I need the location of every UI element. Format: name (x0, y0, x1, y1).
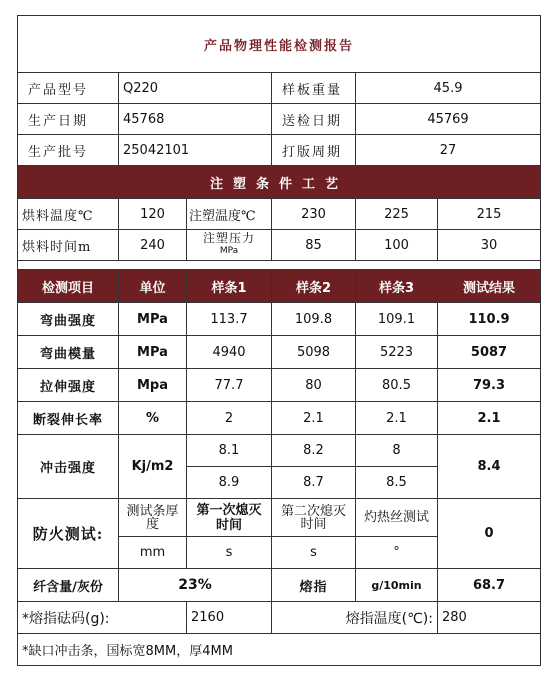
injection-pressure-unit: MPa (219, 246, 239, 256)
report-table (17, 15, 541, 666)
injection-temp-label: 注塑温度℃ (187, 199, 272, 230)
product-model-value: Q220 (119, 73, 272, 104)
flexural-modulus-unit: MPa (119, 336, 187, 369)
tensile-strength-s1: 77.7 (187, 369, 272, 402)
melt-temp-label: 熔指温度(℃): (272, 602, 438, 634)
flexural-strength-s3: 109.1 (356, 303, 438, 336)
injection-temp-1: 230 (272, 199, 356, 230)
table-row (18, 336, 541, 369)
elongation-s3: 2.1 (356, 402, 438, 435)
elongation-unit: % (119, 402, 187, 435)
proof-cycle-value: 27 (356, 135, 541, 166)
impact-r1-s2: 8.2 (272, 435, 356, 467)
flexural-modulus-s2: 5098 (272, 336, 356, 369)
footnote: *缺口冲击条，国标宽8MM，厚4MM (18, 634, 541, 666)
table-row (18, 569, 541, 602)
product-model-label: 产品型号 (18, 73, 119, 104)
impact-strength-unit: Kj/m2 (119, 435, 187, 499)
elongation-s1: 2 (187, 402, 272, 435)
header-result: 测试结果 (438, 270, 541, 303)
inspection-date-label: 送检日期 (272, 104, 356, 135)
tensile-strength-unit: Mpa (119, 369, 187, 402)
injection-temp-2: 225 (356, 199, 438, 230)
table-row (18, 402, 541, 435)
tensile-strength-s3: 80.5 (356, 369, 438, 402)
tensile-strength-result: 79.3 (438, 369, 541, 402)
impact-r1-s3: 8 (356, 435, 438, 467)
injection-pressure-3: 30 (438, 230, 541, 261)
drying-time-label: 烘料时间m (18, 230, 119, 261)
melt-index-unit: g/10min (356, 569, 438, 602)
header-sample-3: 样条3 (356, 270, 438, 303)
drying-time-value: 240 (119, 230, 187, 261)
table-row (18, 602, 541, 634)
impact-r1-s1: 8.1 (187, 435, 272, 467)
proof-cycle-label: 打版周期 (272, 135, 356, 166)
first-extinguish-label: 第一次熄灭时间 (187, 499, 272, 537)
injection-pressure-label: 注塑压力 (202, 231, 255, 245)
inspection-date-value: 45769 (356, 104, 541, 135)
batch-number-label: 生产批号 (18, 135, 119, 166)
melt-weight-value: 2160 (187, 602, 272, 634)
glow-wire-label: 灼热丝测试 (356, 499, 438, 537)
first-extinguish-unit: s (187, 537, 272, 569)
fiber-content-value: 23% (119, 569, 272, 602)
flexural-strength-label: 弯曲强度 (18, 303, 119, 336)
drying-temp-label: 烘料温度℃ (18, 199, 119, 230)
melt-temp-value: 280 (438, 602, 541, 634)
flexural-modulus-label: 弯曲模量 (18, 336, 119, 369)
melt-weight-label: *熔指砝码(g): (18, 602, 187, 634)
table-row (18, 435, 541, 467)
production-date-label: 生产日期 (18, 104, 119, 135)
flexural-strength-s1: 113.7 (187, 303, 272, 336)
injection-pressure-1: 85 (272, 230, 356, 261)
flexural-modulus-s1: 4940 (187, 336, 272, 369)
impact-r2-s3: 8.5 (356, 467, 438, 499)
thickness-unit: mm (119, 537, 187, 569)
elongation-s2: 2.1 (272, 402, 356, 435)
batch-number-value: 25042101 (119, 135, 272, 166)
fire-test-label: 防火测试: (18, 499, 119, 569)
elongation-result: 2.1 (438, 402, 541, 435)
production-date-value: 45768 (119, 104, 272, 135)
impact-strength-label: 冲击强度 (18, 435, 119, 499)
spacer-row (18, 261, 541, 270)
injection-pressure-cell (187, 230, 272, 261)
table-row (18, 499, 541, 537)
impact-strength-result: 8.4 (438, 435, 541, 499)
report-title: 产品物理性能检测报告 (18, 16, 541, 73)
molding-conditions-band: 注塑条件工艺 (18, 166, 541, 199)
table-row (18, 634, 541, 666)
glow-wire-unit: ° (356, 537, 438, 569)
flexural-modulus-result: 5087 (438, 336, 541, 369)
tensile-strength-label: 拉伸强度 (18, 369, 119, 402)
injection-temp-3: 215 (438, 199, 541, 230)
header-unit: 单位 (119, 270, 187, 303)
injection-pressure-2: 100 (356, 230, 438, 261)
flexural-strength-result: 110.9 (438, 303, 541, 336)
second-extinguish-unit: s (272, 537, 356, 569)
fire-test-result: 0 (438, 499, 541, 569)
melt-index-label: 熔指 (272, 569, 356, 602)
sample-weight-label: 样板重量 (272, 73, 356, 104)
table-row (18, 303, 541, 336)
header-sample-2: 样条2 (272, 270, 356, 303)
flexural-strength-s2: 109.8 (272, 303, 356, 336)
fiber-content-label: 纤含量/灰份 (18, 569, 119, 602)
header-test-item: 检测项目 (18, 270, 119, 303)
melt-index-value: 68.7 (438, 569, 541, 602)
sample-weight-value: 45.9 (356, 73, 541, 104)
drying-temp-value: 120 (119, 199, 187, 230)
tensile-strength-s2: 80 (272, 369, 356, 402)
flexural-strength-unit: MPa (119, 303, 187, 336)
flexural-modulus-s3: 5223 (356, 336, 438, 369)
impact-r2-s2: 8.7 (272, 467, 356, 499)
header-sample-1: 样条1 (187, 270, 272, 303)
second-extinguish-label: 第二次熄灭时间 (272, 499, 356, 537)
thickness-label: 测试条厚度 (119, 499, 187, 537)
table-row (18, 369, 541, 402)
impact-r2-s1: 8.9 (187, 467, 272, 499)
elongation-label: 断裂伸长率 (18, 402, 119, 435)
